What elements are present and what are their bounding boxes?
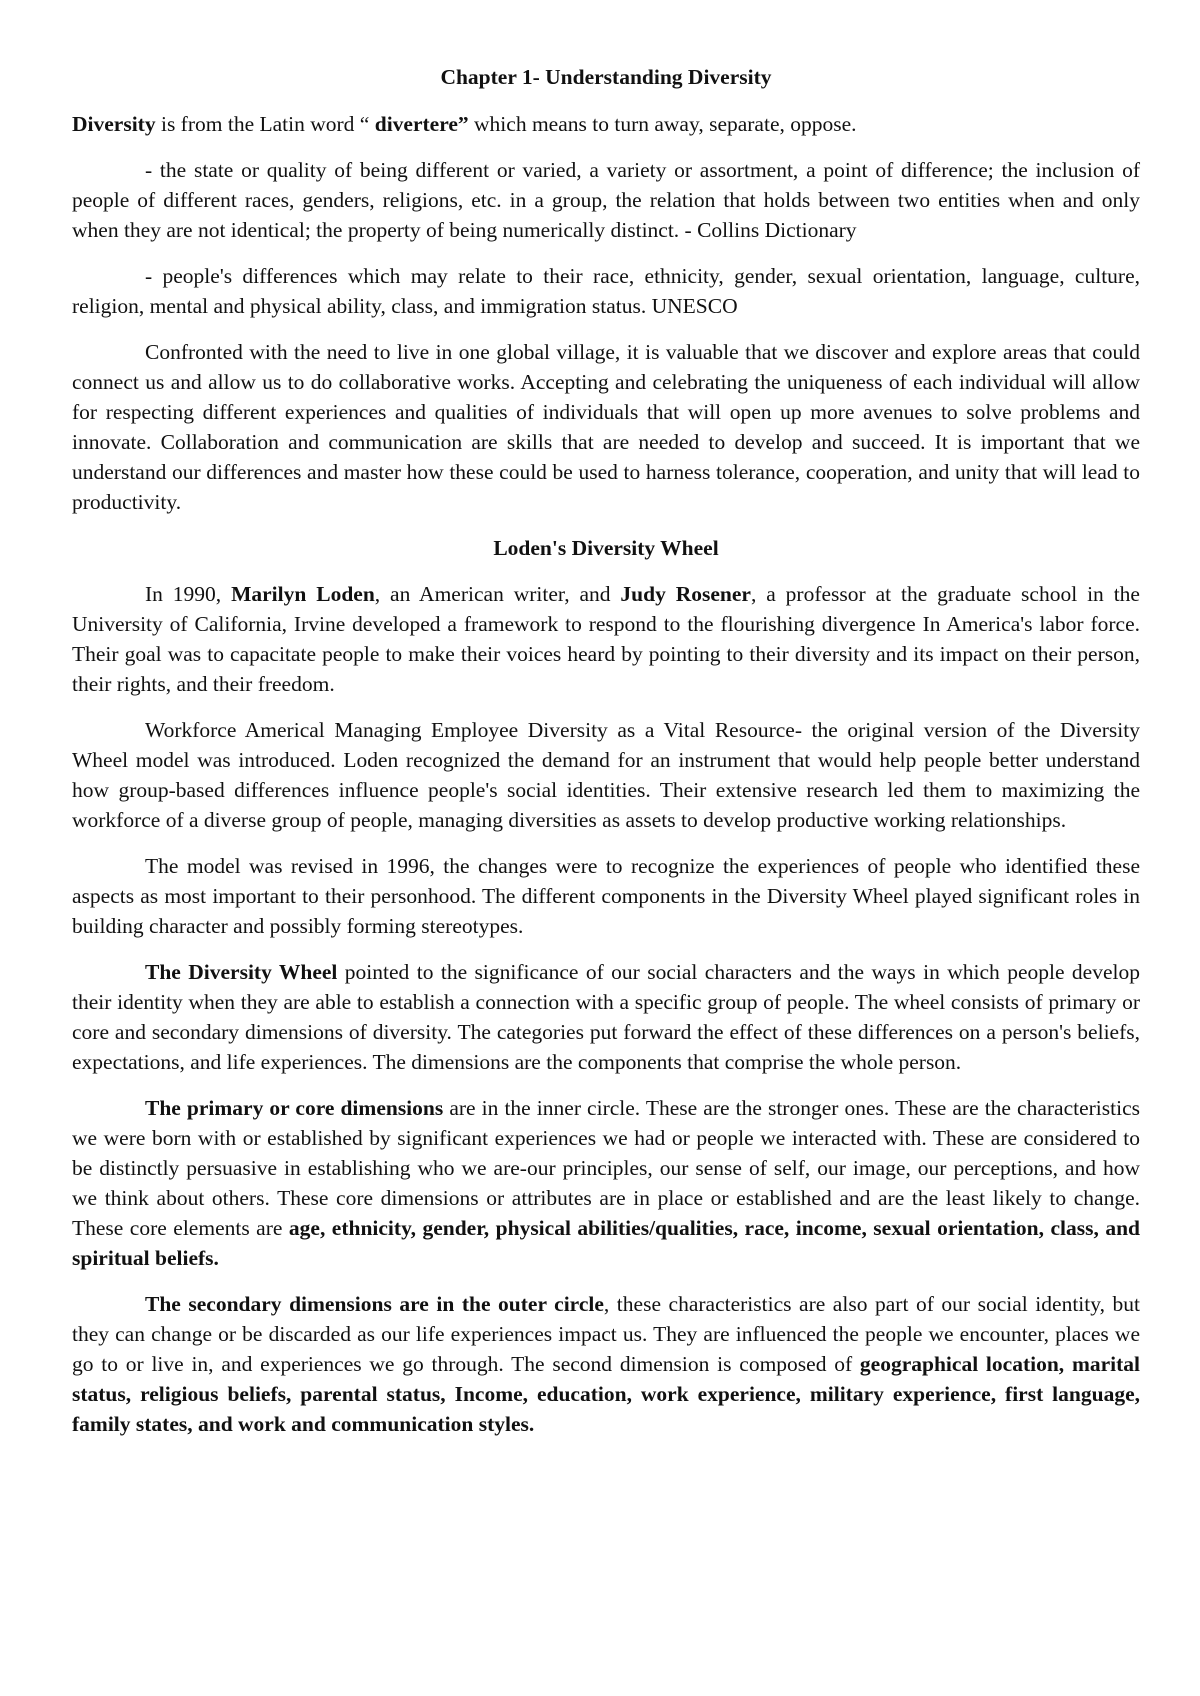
intro-paragraph — [72, 109, 1140, 139]
paragraph-loden — [72, 579, 1140, 699]
paragraph-diversity-wheel — [72, 957, 1140, 1077]
chapter-title: Chapter 1- Understanding Diversity — [440, 65, 772, 89]
paragraph-primary-dimensions — [72, 1093, 1140, 1273]
term-secondary-dimensions: The secondary dimensions are in the outer circle — [145, 1292, 604, 1316]
loden-text-2: , an American writer, and — [374, 582, 621, 606]
paragraph-global-village: Confronted with the need to live in one global village, it is valuable that we discover and explore areas that could connect us and allow us to do collaborative works. Accepting and celebrating the uniqueness of each individual will allow for respecting different experiences and qualities of individuals that will open up more avenues to solve problems and innovate. Collaboration and communication are skills that are needed to develop and succeed. It is important that we understand our differences and master how these could be used to harness tolerance, cooperation, and unity that will lead to productivity. — [72, 340, 1140, 514]
document-page — [72, 62, 1140, 1455]
name-judy-rosener: Judy Rosener — [620, 582, 751, 606]
section-heading: Loden's Diversity Wheel — [493, 536, 719, 560]
loden-text-1: In 1990, — [145, 582, 232, 606]
paragraph-workforce: Workforce Americal Managing Employee Diversity as a Vital Resource- the original version of the Diversity Wheel model was introduced. Loden recognized the demand for an instrument that would help people better understand how group-based differences influence people's social identities. Their extensive research led them to maximizing the workforce of a diverse group of people, managing diversities as assets to develop productive working relationships. — [72, 718, 1140, 832]
primary-text: are in the inner circle. These are the stronger ones. These are the characteristics we were born with or established by significant experiences we had or people we interacted with. These are considered to be distinctly persuasive in establishing who we are-our principles, our sense of self, our image, our perceptions, and how we think about others. These core dimensions or attributes are in place or established and are the least likely to change. These core elements are — [72, 1096, 1140, 1240]
paragraph-revised: The model was revised in 1996, the changes were to recognize the experiences of people who identified these aspects as most important to their personhood. The different components in the Diversity Wheel played significant roles in building character and possibly forming stereotypes. — [72, 854, 1140, 938]
secondary-list: geographical location, marital status, religious beliefs, parental status, Income, education, work experience, military experience, first language, family states, and work and communication styles. — [72, 1352, 1140, 1436]
term-diversity: Diversity — [72, 112, 156, 136]
wheel-text: pointed to the significance of our social characters and the ways in which people develop their identity when they are able to establish a connection with a specific group of people. The wheel consists of primary or core and secondary dimensions of diversity. The categories put forward the effect of these differences on a person's beliefs, expectations, and life experiences. The dimensions are the components that comprise the whole person. — [72, 960, 1140, 1074]
intro-text-1: is from the Latin word “ — [155, 112, 375, 136]
name-marilyn-loden: Marilyn Loden — [231, 582, 375, 606]
primary-list: age, ethnicity, gender, physical abilities/qualities, race, income, sexual orientation, class, and spiritual beliefs. — [72, 1216, 1140, 1270]
definition-unesco: - people's differences which may relate to their race, ethnicity, gender, sexual orientation, language, culture, religion, mental and physical ability, class, and immigration status. UNESCO — [72, 264, 1140, 318]
latin-word: divertere” — [374, 112, 469, 136]
term-primary-dimensions: The primary or core dimensions — [145, 1096, 444, 1120]
definition-collins: - the state or quality of being different or varied, a variety or assortment, a point of difference; the inclusion of people of different races, genders, religions, etc. in a group, the relation that holds between two entities when and only when they are not identical; the property of being numerically distinct. - Collins Dictionary — [72, 158, 1140, 242]
loden-text-3: , a professor at the graduate school in the University of California, Irvine developed a framework to respond to the flourishing divergence In America's labor force. Their goal was to capacitate people to make their voices heard by pointing to their diversity and its impact on their person, their rights, and their freedom. — [72, 582, 1140, 696]
term-diversity-wheel: The Diversity Wheel — [145, 960, 338, 984]
paragraph-secondary-dimensions — [72, 1289, 1140, 1439]
secondary-text: , these characteristics are also part of our social identity, but they can change or be discarded as our life experiences impact us. They are influenced the people we encounter, places we go to or live in, and experiences we go through. The second dimension is composed of — [72, 1292, 1140, 1376]
intro-text-2: which means to turn away, separate, oppose. — [468, 112, 857, 136]
